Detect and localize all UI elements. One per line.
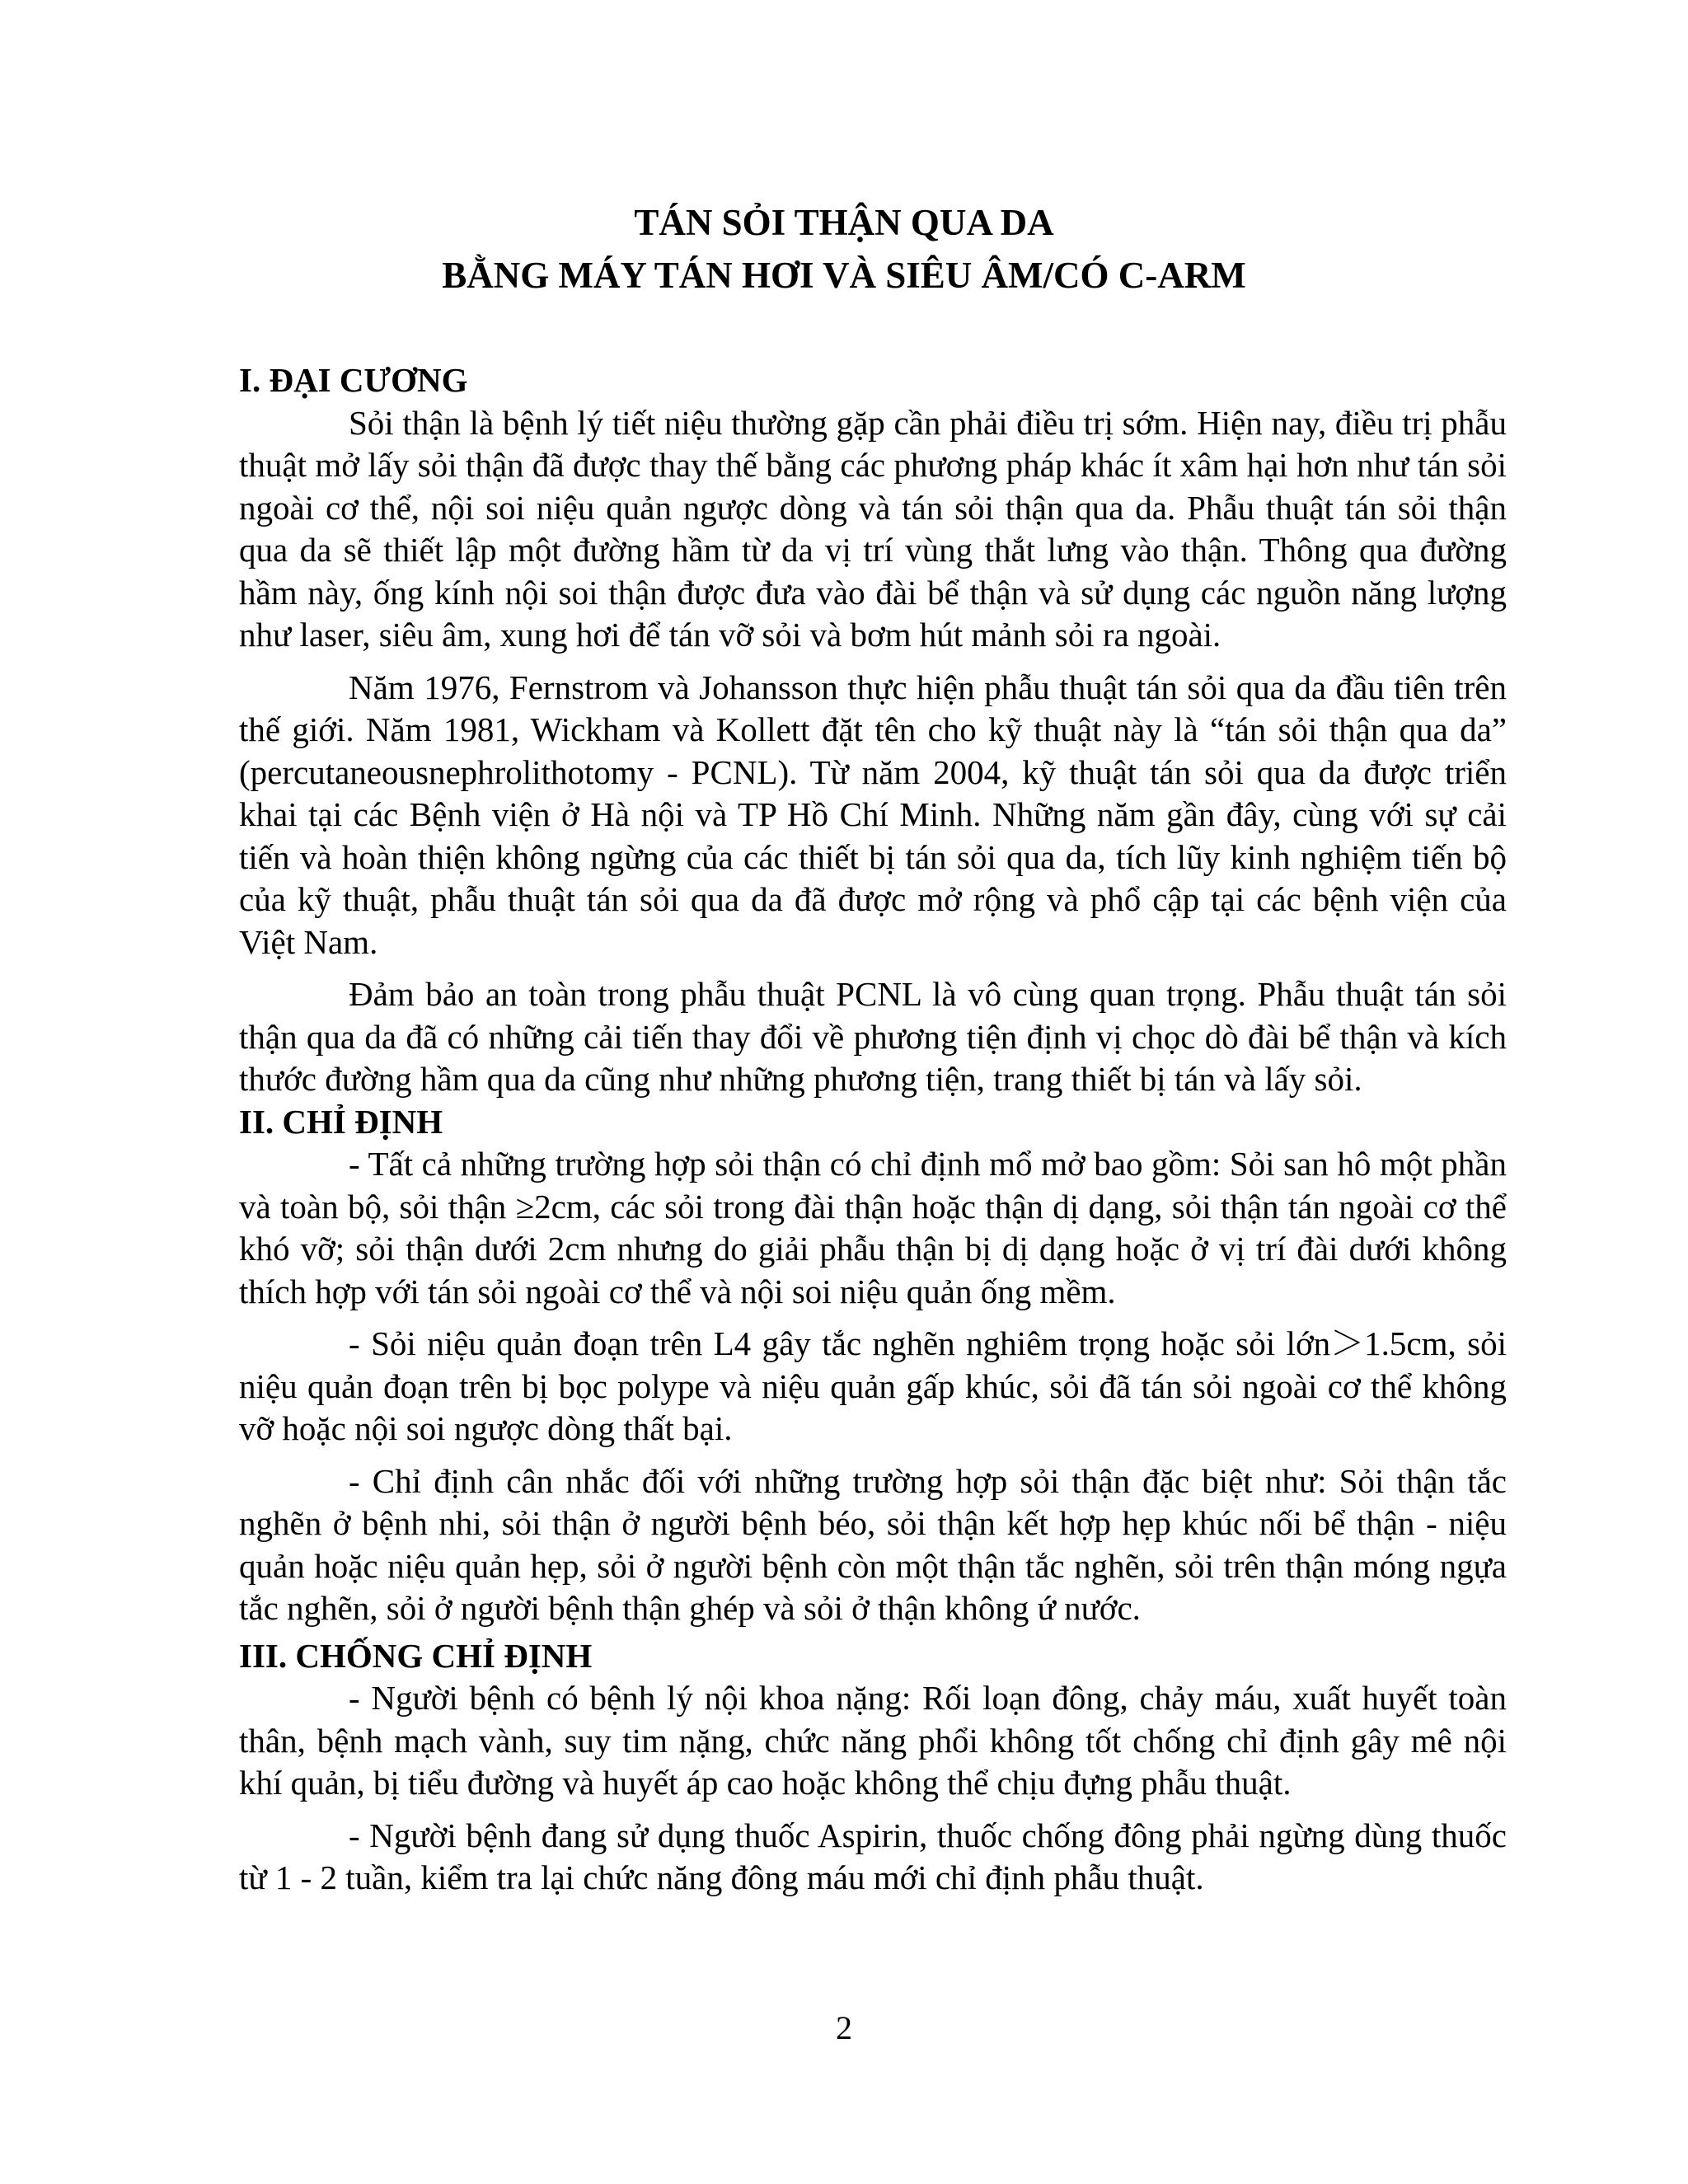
section-general: [239, 359, 1507, 1101]
list-item: - Tất cả những trường hợp sỏi thận có chỉ định mổ mở bao gồm: Sỏi san hô một phần và toàn bộ, sỏi thận ≥2cm, các sỏi trong đài thận hoặc thận dị dạng, sỏi thận tán ngoài cơ thể khó vỡ; sỏi thận dưới 2cm nhưng do giải phẫu thận bị dị dạng hoặc ở vị trí đài dưới không thích hợp với tán sỏi ngoài cơ thể và nội soi niệu quản ống mềm.: [239, 1145, 1507, 1310]
section-heading-general: I. ĐẠI CƯƠNG: [239, 361, 468, 399]
list-item: - Người bệnh có bệnh lý nội khoa nặng: Rối loạn đông, chảy máu, xuất huyết toàn thân, bệnh mạch vành, suy tim nặng, chức năng phổi không tốt chống chỉ định gây mê nội khí quản, bị tiểu đường và huyết áp cao hoặc không thể chịu đựng phẫu thuật.: [239, 1679, 1507, 1802]
list-item: - Người bệnh đang sử dụng thuốc Aspirin, thuốc chống đông phải ngừng dùng thuốc từ 1 - 2 tuần, kiểm tra lại chức năng đông máu mới chỉ định phẫu thuật.: [239, 1816, 1507, 1896]
document-title: [0, 196, 1688, 302]
title-line-2: BẰNG MÁY TÁN HƠI VÀ SIÊU ÂM/CÓ C-ARM: [442, 255, 1246, 296]
paragraph: Sỏi thận là bệnh lý tiết niệu thường gặp cần phải điều trị sớm. Hiện nay, điều trị phẫu thuật mở lấy sỏi thận đã được thay thế bằng các phương pháp khác ít xâm hại hơn như tán sỏi ngoài cơ thể, nội soi niệu quản ngược dòng và tán sỏi thận qua da. Phẫu thuật tán sỏi thận qua da sẽ thiết lập một đường hầm từ da vị trí vùng thắt lưng vào thận. Thông qua đường hầm này, ống kính nội soi thận được đưa vào đài bể thận và sử dụng các nguồn năng lượng như laser, siêu âm, xung hơi để tán vỡ sỏi và bơm hút mảnh sỏi ra ngoài.: [239, 403, 1507, 654]
page-number: 2: [836, 2009, 852, 2046]
section-contraindications: [239, 1635, 1507, 1900]
section-heading-contraindications: III. CHỐNG CHỈ ĐỊNH: [239, 1636, 593, 1675]
section-indications: [239, 1101, 1507, 1630]
list-item: - Sỏi niệu quản đoạn trên L4 gây tắc nghẽn nghiêm trọng hoặc sỏi lớn＞1.5cm, sỏi niệu quản đoạn trên bị bọc polype và niệu quản gấp khúc, sỏi đã tán sỏi ngoài cơ thể không vỡ hoặc nội soi ngược dòng thất bại.: [239, 1324, 1507, 1447]
title-line-1: TÁN SỎI THẬN QUA DA: [634, 202, 1054, 243]
paragraph: Năm 1976, Fernstrom và Johansson thực hiện phẫu thuật tán sỏi qua da đầu tiên trên thế giới. Năm 1981, Wickham và Kollett đặt tên cho kỹ thuật này là “tán sỏi thận qua da” (percutaneousnephrolithotomy - PCNL). Từ năm 2004, kỹ thuật tán sỏi qua da được triển khai tại các Bệnh viện ở Hà nội và TP Hồ Chí Minh. Những năm gần đây, cùng với sự cải tiến và hoàn thiện không ngừng của các thiết bị tán sỏi qua da, tích lũy kinh nghiệm tiến bộ của kỹ thuật, phẫu thuật tán sỏi qua da đã được mở rộng và phổ cập tại các bệnh viện của Việt Nam.: [239, 668, 1507, 961]
document-body: [239, 359, 1507, 1900]
section-heading-indications: II. CHỈ ĐỊNH: [239, 1102, 443, 1141]
paragraph: Đảm bảo an toàn trong phẫu thuật PCNL là vô cùng quan trọng. Phẫu thuật tán sỏi thận qua da đã có những cải tiến thay đổi về phương tiện định vị chọc dò đài bể thận và kích thước đường hầm qua da cũng như những phương tiện, trang thiết bị tán và lấy sỏi.: [239, 975, 1507, 1098]
list-item: - Chỉ định cân nhắc đối với những trường hợp sỏi thận đặc biệt như: Sỏi thận tắc nghẽn ở bệnh nhi, sỏi thận ở người bệnh béo, sỏi thận kết hợp hẹp khúc nối bể thận - niệu quản hoặc niệu quản hẹp, sỏi ở người bệnh còn một thận tắc nghẽn, sỏi trên thận móng ngựa tắc nghẽn, sỏi ở người bệnh thận ghép và sỏi ở thận không ứ nước.: [239, 1461, 1507, 1627]
